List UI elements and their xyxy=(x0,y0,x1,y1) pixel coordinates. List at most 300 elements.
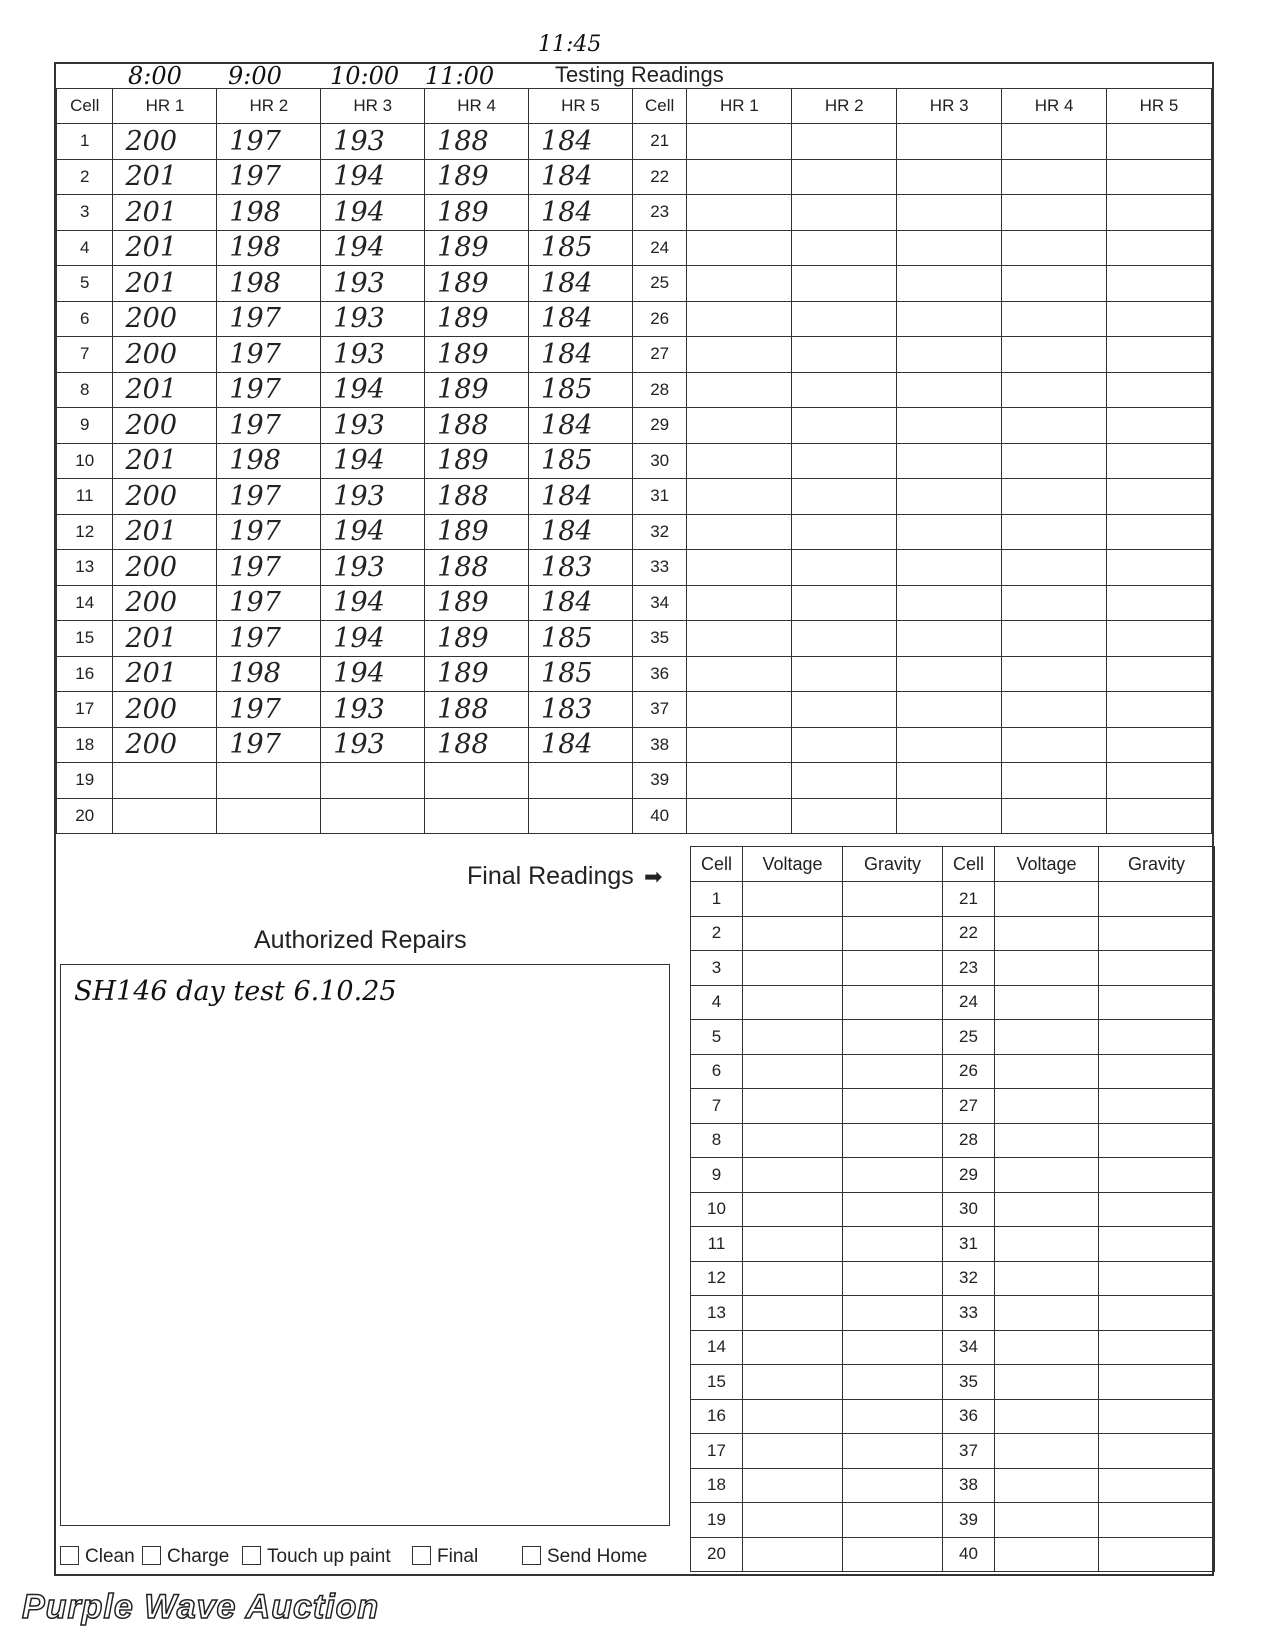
hr-reading[interactable]: 194 xyxy=(321,159,425,195)
hr-reading[interactable]: 184 xyxy=(529,266,633,302)
hr-reading[interactable]: 188 xyxy=(425,550,529,586)
gravity-field[interactable] xyxy=(843,1296,943,1331)
cell-number: 37 xyxy=(943,1434,995,1469)
gravity-field[interactable] xyxy=(1099,1261,1215,1296)
hr-reading[interactable] xyxy=(1107,727,1212,763)
hr-reading[interactable] xyxy=(113,798,217,834)
hr-reading[interactable] xyxy=(687,443,792,479)
hr-reading[interactable]: 194 xyxy=(321,514,425,550)
hr-reading[interactable]: 200 xyxy=(113,585,217,621)
hr-reading[interactable]: 200 xyxy=(113,479,217,515)
hr-reading[interactable]: 201 xyxy=(113,195,217,231)
hr-reading[interactable]: 197 xyxy=(217,337,321,373)
hr-reading[interactable] xyxy=(1002,621,1107,657)
hr-reading[interactable] xyxy=(792,692,897,728)
voltage-field[interactable] xyxy=(995,1054,1099,1089)
voltage-field[interactable] xyxy=(743,1330,843,1365)
hr-reading[interactable]: 188 xyxy=(425,692,529,728)
hr-reading[interactable]: 183 xyxy=(529,550,633,586)
checkbox-icon[interactable] xyxy=(142,1546,161,1565)
hr-reading[interactable]: 184 xyxy=(529,585,633,621)
checkbox-icon[interactable] xyxy=(242,1546,261,1565)
voltage-field[interactable] xyxy=(995,1192,1099,1227)
hr-reading[interactable] xyxy=(1107,479,1212,515)
hr-reading[interactable] xyxy=(792,763,897,799)
voltage-field[interactable] xyxy=(995,1261,1099,1296)
gravity-field[interactable] xyxy=(1099,1330,1215,1365)
gravity-field[interactable] xyxy=(843,1192,943,1227)
voltage-field[interactable] xyxy=(743,1434,843,1469)
voltage-field[interactable] xyxy=(995,1399,1099,1434)
hr-reading[interactable] xyxy=(1002,301,1107,337)
cell-number: 4 xyxy=(57,230,113,266)
hr-reading[interactable] xyxy=(1002,550,1107,586)
checkbox-icon[interactable] xyxy=(412,1546,431,1565)
hr-reading[interactable] xyxy=(792,195,897,231)
hr-reading[interactable]: 194 xyxy=(321,372,425,408)
hr-reading[interactable]: 193 xyxy=(321,124,425,160)
hr-reading[interactable] xyxy=(1107,159,1212,195)
hr-reading[interactable]: 200 xyxy=(113,301,217,337)
hr-reading[interactable]: 201 xyxy=(113,656,217,692)
hr-reading[interactable] xyxy=(792,124,897,160)
hr-reading[interactable]: 197 xyxy=(217,550,321,586)
gravity-field[interactable] xyxy=(1099,1123,1215,1158)
hr-reading[interactable] xyxy=(792,585,897,621)
hr-reading[interactable] xyxy=(792,372,897,408)
hr-reading[interactable]: 198 xyxy=(217,443,321,479)
hr-reading[interactable]: 201 xyxy=(113,621,217,657)
cell-number: 3 xyxy=(691,951,743,986)
hr-reading[interactable]: 197 xyxy=(217,514,321,550)
hr-reading[interactable]: 197 xyxy=(217,727,321,763)
gravity-field[interactable] xyxy=(1099,1020,1215,1055)
hr-reading[interactable] xyxy=(897,266,1002,302)
gravity-field[interactable] xyxy=(1099,1227,1215,1262)
voltage-field[interactable] xyxy=(995,985,1099,1020)
hr-reading[interactable] xyxy=(1002,443,1107,479)
hr-reading[interactable] xyxy=(217,798,321,834)
voltage-field[interactable] xyxy=(743,951,843,986)
hr-reading[interactable]: 188 xyxy=(425,408,529,444)
hr-reading[interactable]: 198 xyxy=(217,195,321,231)
hr-reading[interactable] xyxy=(792,443,897,479)
gravity-field[interactable] xyxy=(1099,951,1215,986)
hr-reading[interactable]: 184 xyxy=(529,124,633,160)
hr-reading[interactable] xyxy=(1107,266,1212,302)
hr-reading[interactable]: 193 xyxy=(321,692,425,728)
hr-reading[interactable]: 197 xyxy=(217,692,321,728)
hr-reading[interactable] xyxy=(792,550,897,586)
hr-reading[interactable] xyxy=(792,159,897,195)
hr-reading[interactable]: 189 xyxy=(425,443,529,479)
checkbox-charge[interactable] xyxy=(142,1546,229,1568)
hr-reading[interactable] xyxy=(897,159,1002,195)
hr-reading[interactable] xyxy=(792,514,897,550)
hr-reading[interactable] xyxy=(687,727,792,763)
hr-reading[interactable] xyxy=(897,763,1002,799)
gravity-field[interactable] xyxy=(1099,1054,1215,1089)
hr-reading[interactable] xyxy=(687,692,792,728)
hr-reading[interactable] xyxy=(687,656,792,692)
hr-reading[interactable] xyxy=(1002,514,1107,550)
gravity-field[interactable] xyxy=(843,985,943,1020)
hr-reading[interactable] xyxy=(1002,727,1107,763)
hr-reading[interactable] xyxy=(792,621,897,657)
voltage-field[interactable] xyxy=(743,1503,843,1538)
hr-reading[interactable]: 189 xyxy=(425,656,529,692)
table-row xyxy=(691,1123,1215,1158)
hr-reading[interactable] xyxy=(897,372,1002,408)
hr-reading[interactable]: 201 xyxy=(113,159,217,195)
hr-reading[interactable] xyxy=(1107,621,1212,657)
gravity-field[interactable] xyxy=(1099,985,1215,1020)
hr-reading[interactable]: 193 xyxy=(321,266,425,302)
hr-reading[interactable]: 197 xyxy=(217,408,321,444)
voltage-field[interactable] xyxy=(743,1123,843,1158)
checkbox-send-home[interactable] xyxy=(522,1546,647,1568)
gravity-field[interactable] xyxy=(1099,882,1215,917)
gravity-field[interactable] xyxy=(1099,1537,1215,1572)
gravity-field[interactable] xyxy=(843,1399,943,1434)
hr-reading[interactable] xyxy=(897,692,1002,728)
checkbox-final[interactable] xyxy=(412,1546,478,1568)
hr-reading[interactable] xyxy=(687,550,792,586)
voltage-field[interactable] xyxy=(995,1089,1099,1124)
checkbox-touch-up-paint[interactable] xyxy=(242,1546,391,1568)
hr-reading[interactable] xyxy=(1002,479,1107,515)
hr-reading[interactable] xyxy=(792,408,897,444)
checkbox-icon[interactable] xyxy=(60,1546,79,1565)
voltage-field[interactable] xyxy=(995,951,1099,986)
voltage-field[interactable] xyxy=(743,1537,843,1572)
authorized-repairs-box[interactable] xyxy=(60,964,670,1526)
voltage-field[interactable] xyxy=(743,916,843,951)
gravity-field[interactable] xyxy=(1099,1434,1215,1469)
gravity-field[interactable] xyxy=(1099,1296,1215,1331)
voltage-field[interactable] xyxy=(995,1468,1099,1503)
hr-reading[interactable]: 185 xyxy=(529,372,633,408)
hr-reading[interactable]: 184 xyxy=(529,159,633,195)
hr-reading[interactable] xyxy=(321,763,425,799)
hr-reading[interactable]: 189 xyxy=(425,266,529,302)
hr-reading[interactable]: 200 xyxy=(113,337,217,373)
hr-reading[interactable]: 197 xyxy=(217,585,321,621)
gravity-field[interactable] xyxy=(843,916,943,951)
hr-reading[interactable]: 197 xyxy=(217,479,321,515)
hr-reading[interactable] xyxy=(897,656,1002,692)
hr-reading[interactable] xyxy=(687,337,792,373)
hr-reading[interactable] xyxy=(1107,372,1212,408)
hr-reading[interactable]: 200 xyxy=(113,124,217,160)
hr-reading[interactable]: 193 xyxy=(321,337,425,373)
gravity-field[interactable] xyxy=(843,1330,943,1365)
hr-reading[interactable]: 194 xyxy=(321,585,425,621)
gravity-field[interactable] xyxy=(843,1365,943,1400)
hr-reading[interactable]: 197 xyxy=(217,124,321,160)
voltage-field[interactable] xyxy=(743,985,843,1020)
voltage-field[interactable] xyxy=(743,1192,843,1227)
hr-reading[interactable]: 189 xyxy=(425,514,529,550)
hr-reading[interactable] xyxy=(687,621,792,657)
hr-reading[interactable] xyxy=(897,408,1002,444)
voltage-field[interactable] xyxy=(995,1123,1099,1158)
hr-reading[interactable] xyxy=(687,195,792,231)
voltage-field[interactable] xyxy=(743,1089,843,1124)
hr-reading[interactable]: 198 xyxy=(217,230,321,266)
hr-reading[interactable] xyxy=(1002,656,1107,692)
voltage-field[interactable] xyxy=(743,1158,843,1193)
hr-reading[interactable]: 184 xyxy=(529,408,633,444)
gravity-field[interactable] xyxy=(843,1020,943,1055)
voltage-field[interactable] xyxy=(995,1227,1099,1262)
voltage-field[interactable] xyxy=(995,1434,1099,1469)
hr-reading[interactable] xyxy=(529,763,633,799)
hr-reading[interactable] xyxy=(687,159,792,195)
gravity-field[interactable] xyxy=(843,882,943,917)
hr-reading[interactable] xyxy=(687,408,792,444)
hr-reading[interactable] xyxy=(1107,692,1212,728)
hr-reading[interactable]: 201 xyxy=(113,443,217,479)
voltage-field[interactable] xyxy=(995,1330,1099,1365)
hr-reading[interactable] xyxy=(897,124,1002,160)
hr-reading[interactable]: 189 xyxy=(425,195,529,231)
hr-reading[interactable] xyxy=(1002,692,1107,728)
hr-reading[interactable]: 184 xyxy=(529,337,633,373)
gravity-field[interactable] xyxy=(843,1503,943,1538)
voltage-field[interactable] xyxy=(995,882,1099,917)
hr-reading[interactable] xyxy=(792,266,897,302)
hr-reading[interactable] xyxy=(1107,550,1212,586)
hr-reading[interactable]: 197 xyxy=(217,159,321,195)
hr-reading[interactable]: 189 xyxy=(425,621,529,657)
hr-reading[interactable]: 193 xyxy=(321,550,425,586)
gravity-field[interactable] xyxy=(1099,1192,1215,1227)
hr-reading[interactable]: 197 xyxy=(217,372,321,408)
hr-reading[interactable] xyxy=(687,372,792,408)
checkbox-icon[interactable] xyxy=(522,1546,541,1565)
voltage-field[interactable] xyxy=(995,1365,1099,1400)
hr-reading[interactable]: 197 xyxy=(217,301,321,337)
checkbox-clean[interactable] xyxy=(60,1546,135,1568)
hr-reading[interactable] xyxy=(1002,266,1107,302)
gravity-field[interactable] xyxy=(843,1123,943,1158)
hr-reading[interactable]: 201 xyxy=(113,372,217,408)
hr-reading[interactable] xyxy=(1002,372,1107,408)
hr-reading[interactable] xyxy=(425,763,529,799)
hr-reading[interactable] xyxy=(897,550,1002,586)
hr-reading[interactable] xyxy=(897,195,1002,231)
hr-reading[interactable] xyxy=(687,585,792,621)
hr-reading[interactable] xyxy=(897,514,1002,550)
hr-reading[interactable] xyxy=(1002,230,1107,266)
hr-reading[interactable] xyxy=(792,230,897,266)
hr-reading[interactable]: 189 xyxy=(425,159,529,195)
hr-reading[interactable] xyxy=(1002,763,1107,799)
cell-number: 30 xyxy=(632,443,686,479)
voltage-field[interactable] xyxy=(995,1296,1099,1331)
hr-reading[interactable] xyxy=(897,337,1002,373)
hr-reading[interactable]: 184 xyxy=(529,301,633,337)
hr-reading[interactable]: 183 xyxy=(529,692,633,728)
hr-reading[interactable]: 194 xyxy=(321,621,425,657)
hr-reading[interactable] xyxy=(217,763,321,799)
hr-reading[interactable] xyxy=(1107,337,1212,373)
hr-reading[interactable] xyxy=(897,301,1002,337)
voltage-field[interactable] xyxy=(995,1020,1099,1055)
hr-reading[interactable] xyxy=(687,763,792,799)
hr-reading[interactable] xyxy=(1002,408,1107,444)
hr-reading[interactable] xyxy=(687,266,792,302)
hr-reading[interactable] xyxy=(1107,124,1212,160)
hr-reading[interactable]: 188 xyxy=(425,727,529,763)
hr-reading[interactable]: 194 xyxy=(321,230,425,266)
hr-reading[interactable] xyxy=(1107,585,1212,621)
hr-reading[interactable] xyxy=(897,585,1002,621)
gravity-field[interactable] xyxy=(1099,1158,1215,1193)
hr-reading[interactable]: 201 xyxy=(113,266,217,302)
hr-reading[interactable] xyxy=(792,479,897,515)
gravity-field[interactable] xyxy=(843,1158,943,1193)
voltage-field[interactable] xyxy=(743,1261,843,1296)
hr-reading[interactable]: 194 xyxy=(321,195,425,231)
table-row xyxy=(57,159,1212,195)
hr-reading[interactable]: 185 xyxy=(529,656,633,692)
hr-reading[interactable]: 184 xyxy=(529,195,633,231)
hr-reading[interactable]: 184 xyxy=(529,479,633,515)
hr-reading[interactable] xyxy=(1107,514,1212,550)
gravity-field[interactable] xyxy=(843,1054,943,1089)
voltage-field[interactable] xyxy=(743,1399,843,1434)
hr-reading[interactable] xyxy=(1002,159,1107,195)
voltage-field[interactable] xyxy=(743,1468,843,1503)
gravity-field[interactable] xyxy=(1099,1089,1215,1124)
hr-reading[interactable]: 189 xyxy=(425,230,529,266)
voltage-field[interactable] xyxy=(743,882,843,917)
hr-reading[interactable]: 200 xyxy=(113,692,217,728)
voltage-field[interactable] xyxy=(995,1537,1099,1572)
hr-reading[interactable]: 198 xyxy=(217,266,321,302)
hr-reading[interactable]: 194 xyxy=(321,443,425,479)
hr-reading[interactable] xyxy=(1002,124,1107,160)
hr-reading[interactable] xyxy=(425,798,529,834)
hr-reading[interactable]: 201 xyxy=(113,514,217,550)
hr-reading[interactable] xyxy=(1002,798,1107,834)
gravity-field[interactable] xyxy=(843,1089,943,1124)
hr-reading[interactable] xyxy=(687,514,792,550)
hr-reading[interactable]: 193 xyxy=(321,301,425,337)
hr-reading[interactable]: 189 xyxy=(425,301,529,337)
hr-reading[interactable] xyxy=(1107,301,1212,337)
hr-reading[interactable]: 184 xyxy=(529,514,633,550)
hr-reading[interactable]: 200 xyxy=(113,550,217,586)
hr-reading[interactable]: 188 xyxy=(425,479,529,515)
voltage-field[interactable] xyxy=(995,916,1099,951)
voltage-field[interactable] xyxy=(743,1227,843,1262)
hr-reading[interactable] xyxy=(1002,195,1107,231)
hr-reading[interactable] xyxy=(897,479,1002,515)
hr-reading[interactable]: 188 xyxy=(425,124,529,160)
header-hr1-2: HR 1 xyxy=(687,89,792,124)
gravity-field[interactable] xyxy=(1099,1399,1215,1434)
hr-reading[interactable] xyxy=(113,763,217,799)
hr-reading[interactable]: 200 xyxy=(113,408,217,444)
hr-reading[interactable]: 184 xyxy=(529,727,633,763)
hr-reading[interactable]: 194 xyxy=(321,656,425,692)
hr-reading[interactable] xyxy=(1002,337,1107,373)
hr-reading[interactable] xyxy=(687,124,792,160)
hr-reading[interactable] xyxy=(897,443,1002,479)
gravity-field[interactable] xyxy=(843,1468,943,1503)
hr-reading[interactable]: 197 xyxy=(217,621,321,657)
hr-reading[interactable] xyxy=(321,798,425,834)
hr-reading[interactable] xyxy=(792,656,897,692)
hr-reading[interactable] xyxy=(687,301,792,337)
gravity-field[interactable] xyxy=(843,1227,943,1262)
gravity-field[interactable] xyxy=(1099,916,1215,951)
cell-number: 32 xyxy=(943,1261,995,1296)
voltage-field[interactable] xyxy=(743,1054,843,1089)
voltage-field[interactable] xyxy=(743,1020,843,1055)
hr-reading[interactable] xyxy=(1107,656,1212,692)
hr-reading[interactable]: 189 xyxy=(425,372,529,408)
hr-reading[interactable]: 201 xyxy=(113,230,217,266)
voltage-field[interactable] xyxy=(995,1158,1099,1193)
hr-reading[interactable] xyxy=(1107,798,1212,834)
voltage-field[interactable] xyxy=(995,1503,1099,1538)
hr-reading[interactable]: 185 xyxy=(529,230,633,266)
gravity-field[interactable] xyxy=(843,951,943,986)
hr-reading[interactable]: 189 xyxy=(425,337,529,373)
hr-reading[interactable] xyxy=(687,230,792,266)
voltage-field[interactable] xyxy=(743,1365,843,1400)
hr-reading[interactable] xyxy=(792,301,897,337)
hr-reading[interactable] xyxy=(897,727,1002,763)
voltage-field[interactable] xyxy=(743,1296,843,1331)
gravity-field[interactable] xyxy=(843,1434,943,1469)
gravity-field[interactable] xyxy=(1099,1503,1215,1538)
cell-number: 12 xyxy=(57,514,113,550)
hr-reading[interactable] xyxy=(1107,763,1212,799)
hr-reading[interactable]: 185 xyxy=(529,443,633,479)
hr-reading[interactable] xyxy=(687,479,792,515)
hr-reading[interactable]: 198 xyxy=(217,656,321,692)
hr-reading[interactable] xyxy=(897,230,1002,266)
hr-reading[interactable]: 193 xyxy=(321,479,425,515)
hr-reading[interactable] xyxy=(792,337,897,373)
hr-reading[interactable] xyxy=(1107,408,1212,444)
hr-reading[interactable]: 193 xyxy=(321,727,425,763)
hr-reading[interactable] xyxy=(897,798,1002,834)
hr-reading[interactable] xyxy=(1107,230,1212,266)
gravity-field[interactable] xyxy=(843,1537,943,1572)
hr-reading[interactable] xyxy=(529,798,633,834)
hr-reading[interactable]: 189 xyxy=(425,585,529,621)
hr-reading[interactable]: 200 xyxy=(113,727,217,763)
hr-reading[interactable]: 185 xyxy=(529,621,633,657)
gravity-field[interactable] xyxy=(843,1261,943,1296)
hr-reading[interactable] xyxy=(792,798,897,834)
gravity-field[interactable] xyxy=(1099,1365,1215,1400)
hr-reading[interactable] xyxy=(792,727,897,763)
hr-reading[interactable]: 193 xyxy=(321,408,425,444)
gravity-field[interactable] xyxy=(1099,1468,1215,1503)
hr-reading[interactable] xyxy=(897,621,1002,657)
hr-reading[interactable] xyxy=(687,798,792,834)
hr-reading[interactable] xyxy=(1002,585,1107,621)
hr-reading[interactable] xyxy=(1107,443,1212,479)
hr-reading[interactable] xyxy=(1107,195,1212,231)
